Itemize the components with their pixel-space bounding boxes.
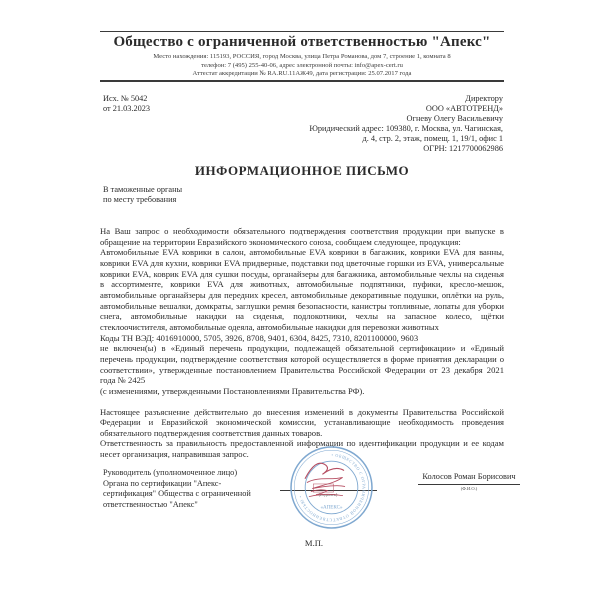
signer-position-line: Органа по сертификации "Апекс- xyxy=(103,478,222,488)
signer-position-line: сертификация" Общества с ограниченной xyxy=(103,489,251,499)
reference-number: Исх. № 5042 xyxy=(103,94,148,103)
stamp-center-text: «АПЕКС» xyxy=(320,504,343,511)
body-intro: На Ваш запрос о необходимости обязательного подтверждения соответствия продукции при выпуске в обращение на территории Евразийского экономического союза, сообщаем следующее, продукция: xyxy=(100,226,504,247)
letterhead-bottom-rule xyxy=(100,80,504,82)
body-validity: Настоящее разъяснение действительно до внесения изменений в документы Правительства Российской Федерации и Евразийской экономической комиссии, устанавливающие необходимость проведения обязательного подтверждения соответствия данных товаров. xyxy=(100,406,504,438)
body-amendments: (с изменениями, утвержденными Постановлениями Правительства РФ). xyxy=(100,385,365,396)
signer-position-block xyxy=(103,468,283,510)
addressee-line: Директору xyxy=(465,94,503,103)
body-codes-line: Коды ТН ВЭД: 4016910000, 5705, 3926, 8708, 9401, 6304, 8425, 7310, 8201100000, 9603 xyxy=(100,332,419,343)
addressee-line: Юридический адрес: 109380, г. Москва, ул. Чагинская, xyxy=(309,123,503,133)
reference-date: от 21.03.2023 xyxy=(103,104,151,114)
letterhead-accreditation: Аттестат аккредитации № RA.RU.11АЖ49, дата регистрации: 25.07.2017 года xyxy=(192,70,412,78)
letter-body xyxy=(100,226,504,460)
body-product-list: Автомобильные EVA коврики в салон, автомобильные EVA коврики в багажник, коврики EVA для ванны, коврики EVA для кухни, коврики EVA придверные, подставки под цветочные горшки из EVA, универсальные коврики EVA, коврик EVA для сушки посуды, органайзеры для багажника, автомобильные чехлы на сиденья в ассортименте, коврики EVA для животных, автомобильные подпятники, пуфики, кресло-мешок, автомобильные органайзеры для передних кресел, автомобильные декоративные подушки, оплётки на руль, автомобильные вешалки, домкраты, заглушки ремня безопасности, канистры топливные, лопаты для уборки снега, автомобильные накидки на сиденья, подлокотники, чехлы на запасное колесо, щётки стеклоочистителя, автомобильные одеяла, автомобильные накидки для перевозки животных xyxy=(100,247,504,332)
stamp-ring-text: • ОБЩЕСТВО С ОГРАНИЧЕННОЙ ОТВЕТСТВЕННОСТЬЮ • xyxy=(297,452,367,523)
document-title: ИНФОРМАЦИОННОЕ ПИСЬМО xyxy=(194,163,410,178)
reference-block xyxy=(103,94,150,114)
body-responsibility: Ответственность за правильность предоставленной информации по идентификации продукции и ее кодам несет организация, направившая запрос. xyxy=(100,438,504,460)
signer-position-line: Руководитель (уполномоченное лицо) xyxy=(103,468,238,477)
signer-name-block xyxy=(418,472,520,491)
recipient-note-line: по месту требования xyxy=(103,195,177,205)
addressee-line: Огневу Олегу Васильевичу xyxy=(406,113,503,123)
addressee-block xyxy=(243,94,503,153)
recipient-note-line: В таможенные органы xyxy=(103,185,183,194)
signature-caption: (подпись) xyxy=(318,492,338,497)
body-exclusion: не включен(ы) в «Единый перечень продукции, подлежащей обязательной сертификации» и «Единый перечень продукции, подтверждение соответствия которой осуществляется в форме принятия декларации о соответствии», утвержденные постановлением Правительства Российской Федерации от 23 декабря 2021 года № 2425 xyxy=(100,343,504,386)
letterhead-address: Место нахождения: 115193, РОССИЯ, город Москва, улица Петра Романова, дом 7, строение 1, комната 8 xyxy=(153,53,451,60)
recipient-note xyxy=(103,185,182,205)
addressee-line: д. 4, стр. 2, этаж, помещ. 1, 19/1, офис 1 xyxy=(362,133,503,143)
stamp-outer-circle xyxy=(291,447,372,528)
addressee-line: ООО «АВТОТРЕНД» xyxy=(425,103,503,113)
org-name: Общество с ограниченной ответственностью "Апекс" xyxy=(113,34,491,50)
letterhead-details xyxy=(100,53,504,79)
seal-note: М.П. xyxy=(304,538,324,548)
letterhead-contact: телефон: 7 (495) 255-40-06, адрес электронной почты: info@apex-cert.ru xyxy=(201,61,403,69)
addressee-line: ОГРН: 1217700062986 xyxy=(423,143,503,153)
signer-position-line: ответственностью "Апекс" xyxy=(103,499,198,509)
company-stamp xyxy=(289,445,374,530)
signer-name: Колосов Роман Борисович xyxy=(418,472,520,485)
letterhead-top-rule xyxy=(100,31,504,32)
signature-scribble xyxy=(305,463,344,496)
signer-name-caption: (Ф.И.О.) xyxy=(460,486,478,491)
